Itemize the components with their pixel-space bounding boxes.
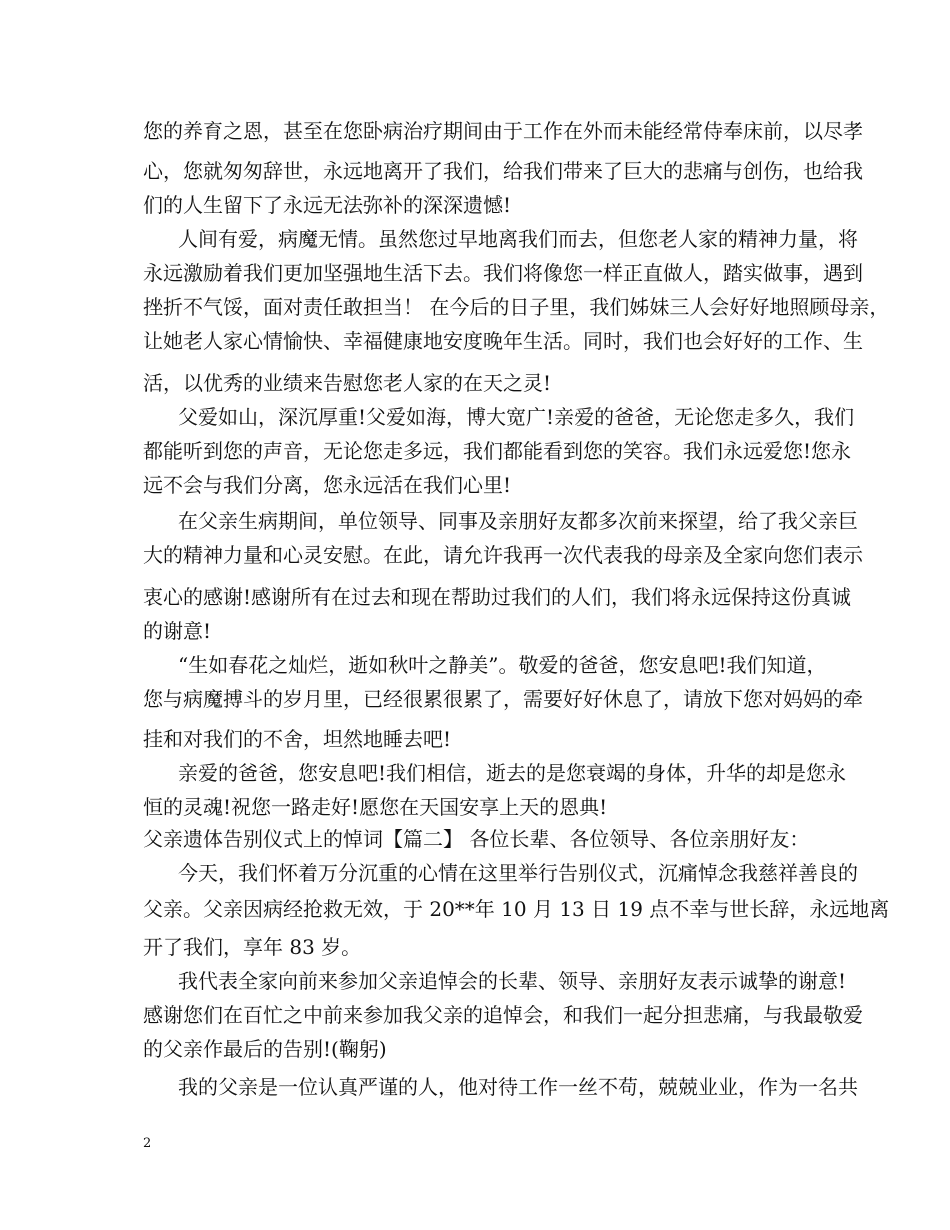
text-line: 们的人生留下了永远无法弥补的深深遗憾! bbox=[143, 193, 512, 217]
text-line: 大的精神力量和心灵安慰。在此，请允许我再一次代表我的母亲及全家向您们表示 bbox=[143, 543, 863, 567]
text-line: 您的养育之恩，甚至在您卧病治疗期间由于工作在外而未能经常侍奉床前，以尽孝 bbox=[143, 119, 863, 143]
text-line: 衷心的感谢!感谢所有在过去和现在帮助过我们的人们，我们将永远保持这份真诚 bbox=[143, 585, 852, 609]
text-line: 永远激励着我们更加坚强地生活下去。我们将像您一样正直做人，踏实做事，遇到 bbox=[143, 261, 863, 285]
text-line: 让她老人家心情愉快、幸福健康地安度晚年生活。同时，我们也会好好的工作、生 bbox=[143, 329, 863, 353]
text-line: 今天，我们怀着万分沉重的心情在这里举行告别仪式，沉痛悼念我慈祥善良的 bbox=[178, 861, 858, 885]
text-line: 的谢意! bbox=[143, 619, 212, 643]
text-line: 您与病魔搏斗的岁月里，已经很累很累了，需要好好休息了，请放下您对妈妈的牵 bbox=[143, 687, 863, 711]
text-line: “生如春花之灿烂，逝如秋叶之静美”。敬爱的爸爸，您安息吧!我们知道， bbox=[178, 653, 827, 677]
text-line: 开了我们，享年 83 岁。 bbox=[143, 935, 362, 959]
text-line: 都能听到您的声音，无论您走多远，我们都能看到您的笑容。我们永远爱您!您永 bbox=[143, 439, 852, 463]
section-heading: 父亲遗体告别仪式上的悼词【篇二】 各位长辈、各位领导、各位亲朋好友： bbox=[143, 827, 810, 851]
text-line: 感谢您们在百忙之中前来参加我父亲的追悼会，和我们一起分担悲痛，与我最敬爱 bbox=[143, 1003, 863, 1027]
text-line: 挫折不气馁，面对责任敢担当！ 在今后的日子里，我们姊妹三人会好好地照顾母亲， bbox=[143, 295, 890, 319]
text-line: 恒的灵魂!祝您一路走好!愿您在天国安享上天的恩典! bbox=[143, 795, 608, 819]
text-line: 亲爱的爸爸，您安息吧!我们相信，逝去的是您衰竭的身体，升华的却是您永 bbox=[178, 761, 847, 785]
text-line: 心，您就匆匆辞世，永远地离开了我们，给我们带来了巨大的悲痛与创伤，也给我 bbox=[143, 159, 863, 183]
text-line: 挂和对我们的不舍，坦然地睡去吧! bbox=[143, 727, 452, 751]
text-line: 远不会与我们分离，您永远活在我们心里! bbox=[143, 473, 512, 497]
text-line: 活，以优秀的业绩来告慰您老人家的在天之灵! bbox=[143, 371, 552, 395]
page-number: 2 bbox=[143, 1136, 152, 1151]
text-line: 我的父亲是一位认真严谨的人，他对待工作一丝不苟，兢兢业业，作为一名共 bbox=[178, 1075, 858, 1099]
text-line: 人间有爱，病魔无情。虽然您过早地离我们而去，但您老人家的精神力量，将 bbox=[178, 227, 858, 251]
text-line: 父亲。父亲因病经抢救无效，于 20**年 10 月 13 日 19 点不幸与世长辞，永远地离 bbox=[143, 897, 890, 921]
text-line: 的父亲作最后的告别!(鞠躬) bbox=[143, 1037, 387, 1061]
text-line: 父爱如山，深沉厚重!父爱如海，博大宽广!亲爱的爸爸，无论您走多久，我们 bbox=[178, 405, 855, 429]
text-line: 我代表全家向前来参加父亲追悼会的长辈、领导、亲朋好友表示诚挚的谢意! bbox=[178, 969, 847, 993]
text-line: 在父亲生病期间，单位领导、同事及亲朋好友都多次前来探望，给了我父亲巨 bbox=[178, 509, 858, 533]
